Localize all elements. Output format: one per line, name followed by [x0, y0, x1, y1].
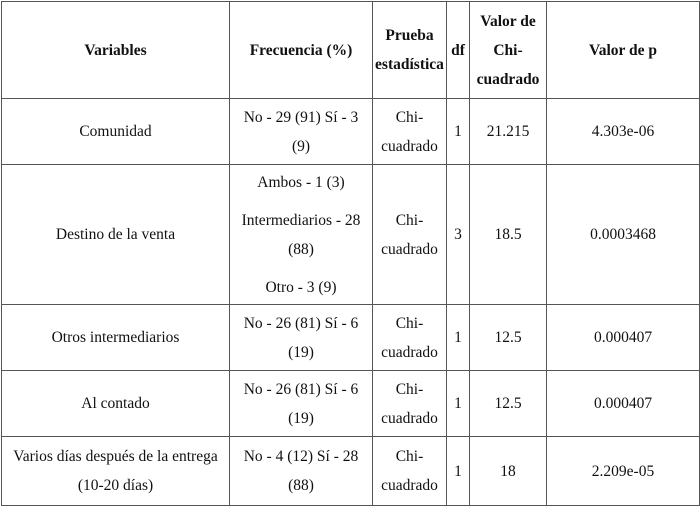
table-row [2, 165, 700, 305]
header-df: df [447, 2, 470, 99]
cell-frecuencia [230, 165, 373, 305]
cell-variable: Otros intermediarios [2, 305, 230, 371]
table-row [2, 99, 700, 165]
cell-chi: 18 [470, 437, 547, 506]
cell-chi: 21.215 [470, 99, 547, 165]
cell-chi: 18.5 [470, 165, 547, 305]
frecuencia-line: No - 29 (91) Sí - 3 (9) [243, 108, 359, 155]
cell-df: 1 [447, 305, 470, 371]
cell-frecuencia [230, 305, 373, 371]
header-chi: Valor de Chi-cuadrado [470, 2, 547, 99]
cell-variable: Comunidad [2, 99, 230, 165]
cell-variable: Varios días después de la entrega (10-20 días) [2, 437, 230, 506]
cell-df: 1 [447, 437, 470, 506]
table-row [2, 305, 700, 371]
cell-p: 2.209e-05 [547, 437, 700, 506]
header-variables: Variables [2, 2, 230, 99]
frecuencia-line: No - 26 (81) Sí - 6 (19) [243, 314, 359, 361]
cell-p: 4.303e-06 [547, 99, 700, 165]
table-row [2, 437, 700, 506]
cell-prueba: Chi-cuadrado [373, 165, 447, 305]
frecuencia-line: Ambos - 1 (3) [257, 173, 345, 191]
frecuencia-line: No - 4 (12) Sí - 28 (88) [243, 448, 359, 494]
cell-df: 1 [447, 99, 470, 165]
cell-prueba: Chi-cuadrado [373, 437, 447, 506]
cell-frecuencia [230, 437, 373, 506]
frecuencia-line: Otro - 3 (9) [265, 278, 337, 296]
header-p: Valor de p [547, 2, 700, 99]
results-table [1, 1, 700, 506]
cell-chi: 12.5 [470, 371, 547, 437]
cell-p: 0.0003468 [547, 165, 700, 305]
cell-prueba: Chi-cuadrado [373, 99, 447, 165]
header-frecuencia: Frecuencia (%) [230, 2, 373, 99]
cell-p: 0.000407 [547, 371, 700, 437]
header-prueba: Prueba estadística [373, 2, 447, 99]
cell-chi: 12.5 [470, 305, 547, 371]
cell-frecuencia [230, 371, 373, 437]
cell-df: 1 [447, 371, 470, 437]
frecuencia-line: Intermediarios - 28 (88) [241, 211, 361, 258]
cell-p: 0.000407 [547, 305, 700, 371]
header-row [2, 2, 700, 99]
frecuencia-line: No - 26 (81) Sí - 6 (19) [243, 380, 359, 427]
table-row [2, 371, 700, 437]
cell-variable: Destino de la venta [2, 165, 230, 305]
cell-frecuencia [230, 99, 373, 165]
cell-prueba: Chi-cuadrado [373, 305, 447, 371]
cell-prueba: Chi-cuadrado [373, 371, 447, 437]
cell-df: 3 [447, 165, 470, 305]
cell-variable: Al contado [2, 371, 230, 437]
